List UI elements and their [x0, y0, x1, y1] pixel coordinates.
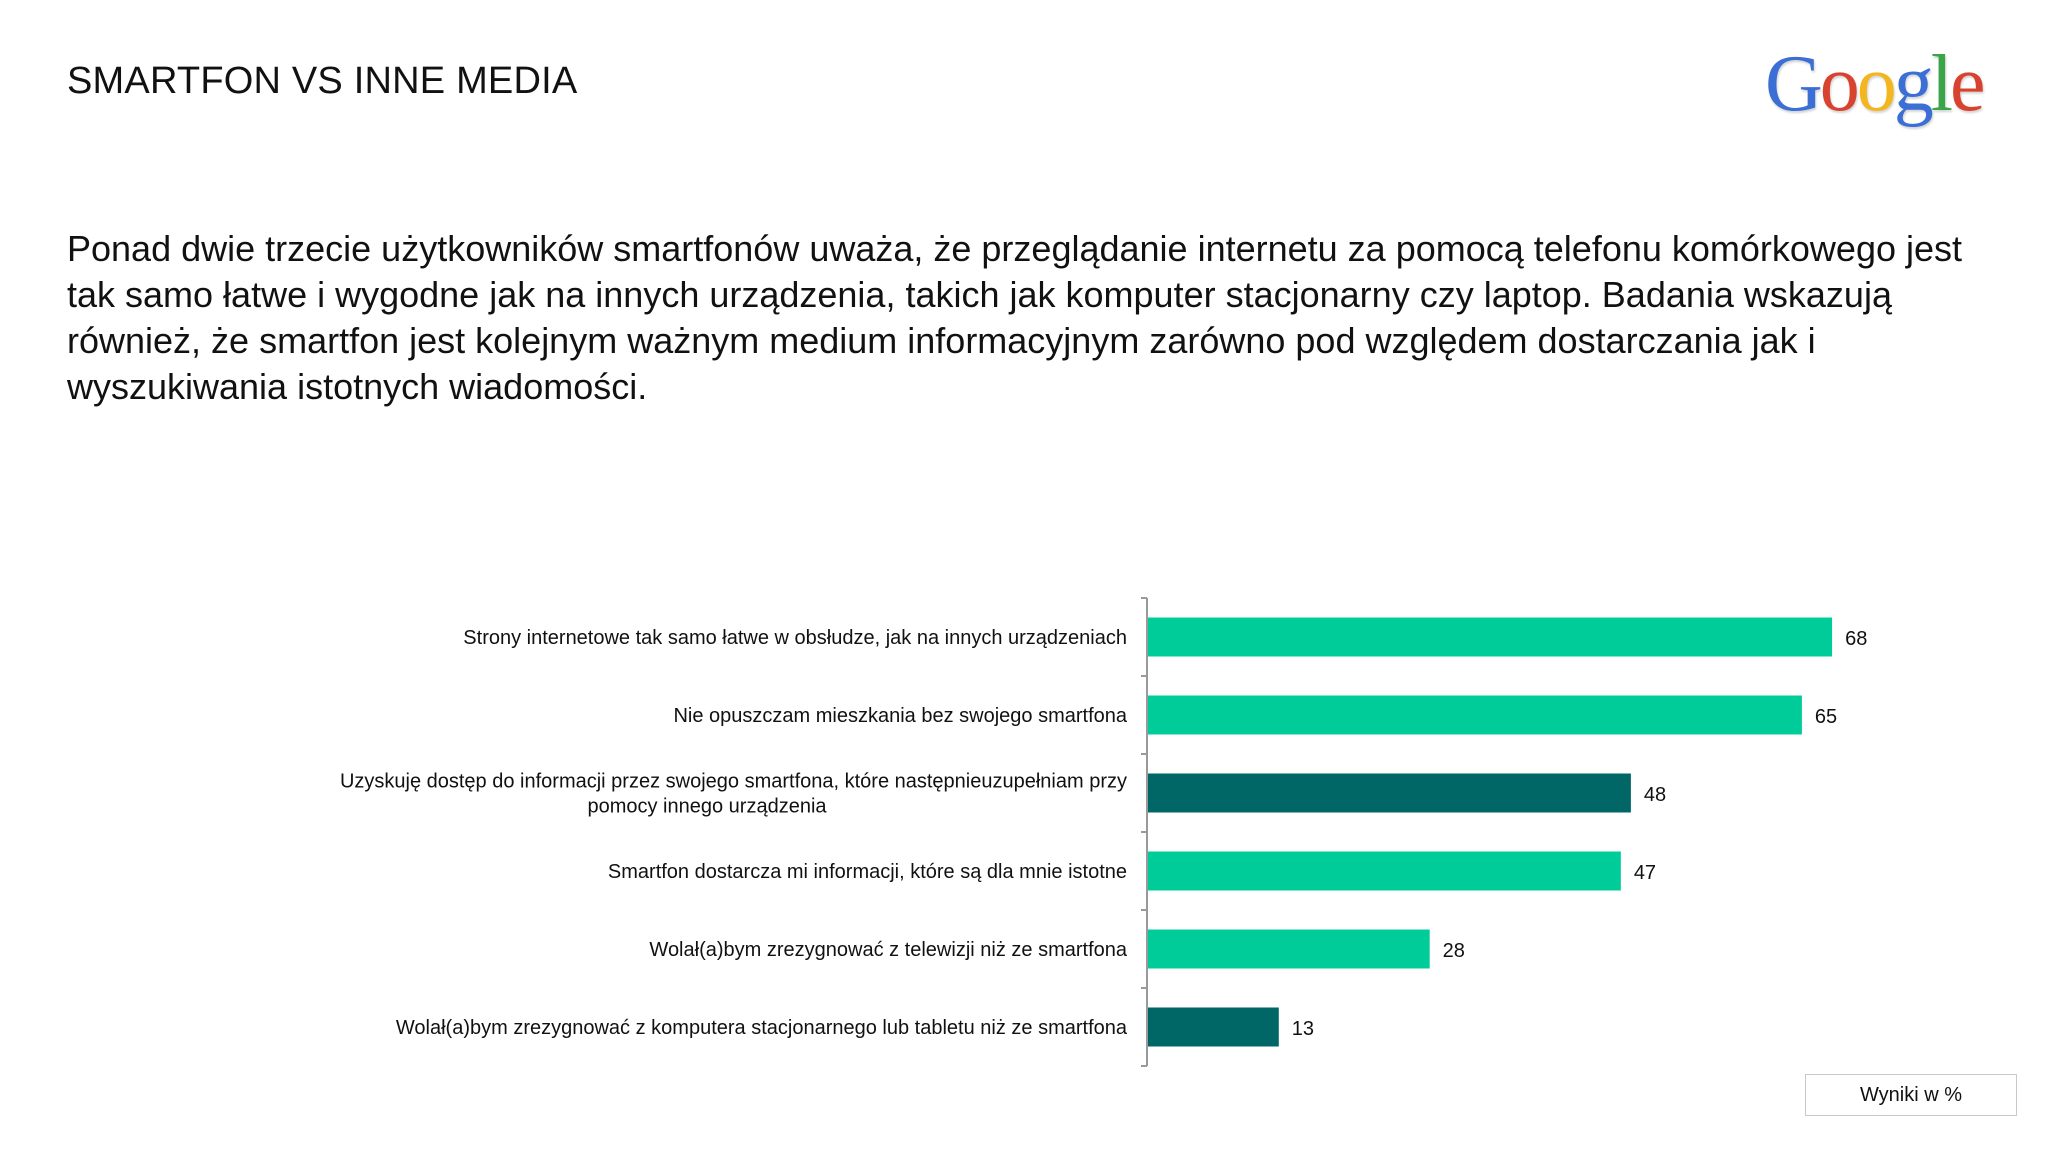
- category-label: Wolał(a)bym zrezygnować z komputera stacjonarnego lub tabletu niż ze smartfona: [395, 1017, 1127, 1039]
- category-label: Nie opuszczam mieszkania bez swojego smartfona: [673, 705, 1127, 727]
- slide-title: SMARTFON VS INNE MEDIA: [67, 60, 578, 102]
- bar: [1148, 696, 1802, 735]
- slide-description: Ponad dwie trzecie użytkowników smartfonów uważa, że przeglądanie internetu za pomocą telefonu komórkowego jest tak samo łatwe i wygodne jak na innych urządzenia, takich jak komputer stacjonarny czy laptop. Badania wskazują również, że smartfon jest kolejnym ważnym medium informacyjnym zarówno pod względem dostarczania jak i wyszukiwania istotnych wiadomości.: [67, 228, 1963, 407]
- logo-letter: o: [1819, 40, 1857, 128]
- category-label: Uzyskuję dostęp do informacji przez swojego smartfona, które następnieuzupełniam przy: [339, 770, 1127, 793]
- bar-value-label: 47: [1633, 862, 1657, 884]
- category-label: pomocy innego urządzenia: [587, 795, 827, 818]
- logo-letter: g: [1893, 40, 1931, 128]
- bar-value-label: 68: [1845, 628, 1868, 650]
- logo-letter: o: [1856, 40, 1894, 128]
- bar-value-label: 48: [1643, 784, 1667, 806]
- logo-letter: e: [1950, 40, 1983, 128]
- logo-letter: G: [1765, 40, 1820, 128]
- bar-value-label: 13: [1291, 1018, 1315, 1040]
- logo-letter: l: [1930, 40, 1951, 128]
- bar: [1148, 774, 1631, 813]
- units-legend-box: [1805, 1074, 2017, 1116]
- category-label: Wolał(a)bym zrezygnować z telewizji niż ze smartfona: [649, 939, 1127, 961]
- bar: [1148, 1008, 1279, 1047]
- bar-value-label: 28: [1442, 940, 1465, 962]
- category-label: Smartfon dostarcza mi informacji, które są dla mnie istotne: [607, 861, 1127, 883]
- bar: [1148, 618, 1832, 657]
- bar-value-label: 65: [1814, 706, 1838, 728]
- units-legend-label: Wyniki w %: [1859, 1083, 1963, 1106]
- category-label: Strony internetowe tak samo łatwe w obsłudze, jak na innych urządzeniach: [463, 627, 1127, 649]
- bar: [1148, 852, 1621, 891]
- bar: [1148, 930, 1430, 969]
